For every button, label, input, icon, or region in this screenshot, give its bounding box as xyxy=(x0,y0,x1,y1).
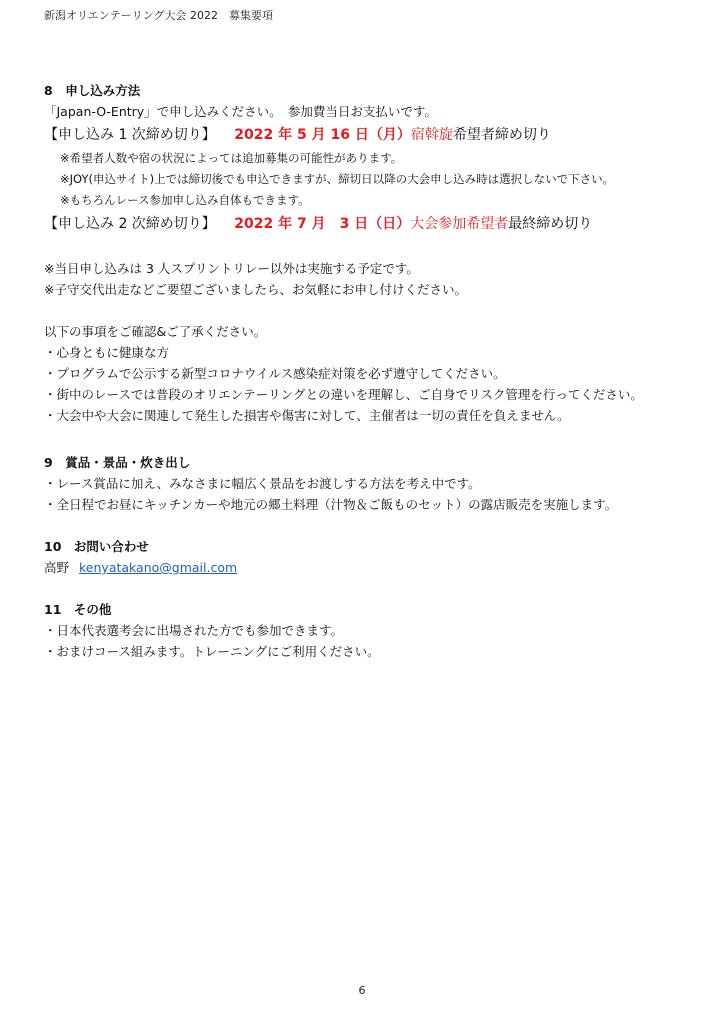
section-9-heading: 9 賞品・景品・炊き出し xyxy=(44,455,191,470)
list-item: ・全日程でお昼にキッチンカーや地元の郷土料理（汁物＆ご飯ものセット）の露店販売を実施します。 xyxy=(44,497,618,512)
document-body xyxy=(44,80,704,662)
note-item: ※当日申し込みは 3 人スプリントリレー以外は実施する予定です。 xyxy=(44,261,419,276)
note-item: ※もちろんレース参加申し込み自体もできます。 xyxy=(60,193,310,207)
section-10-heading: 10 お問い合わせ xyxy=(44,539,149,554)
deadline-1-date: 2022 年 5 月 16 日（月） xyxy=(234,127,411,143)
deadline-2-label: 【申し込み 2 次締め切り】 xyxy=(44,216,216,232)
deadline-1-rest: 希望者締め切り xyxy=(452,127,551,143)
list-item: ・大会中や大会に関連して発生した損害や傷害に対して、主催者は一切の責任を負えません。 xyxy=(44,408,570,423)
section-8-intro: 「Japan-O-Entry」で申し込みください。 参加費当日お支払いです。 xyxy=(44,104,437,119)
list-item: ・心身ともに健康な方 xyxy=(44,345,170,360)
deadline-1 xyxy=(44,122,704,148)
note-item: ※JOY(申込サイト)上では締切後でも申込できますが、締切日以降の大会申し込み時は選択しないで下さい。 xyxy=(60,172,615,186)
section-11-heading: 11 その他 xyxy=(44,602,112,617)
deadline-1-highlight: 宿斡旋 xyxy=(410,127,453,143)
confirm-intro: 以下の事項をご確認&ご了承ください。 xyxy=(44,324,267,339)
list-item: ・おまけコース組みます。トレーニングにご利用ください。 xyxy=(44,644,380,659)
deadline-1-label: 【申し込み 1 次締め切り】 xyxy=(44,127,216,143)
contact-name: 高野 xyxy=(44,560,70,575)
deadline-2-highlight: 大会参加希望者 xyxy=(410,216,509,232)
list-item: ・プログラムで公示する新型コロナウイルス感染症対策を必ず遵守してください。 xyxy=(44,366,506,381)
page-number: 6 xyxy=(358,984,366,997)
document-header: 新潟オリエンテーリング大会 2022 募集要項 xyxy=(44,9,274,22)
list-item: ・日本代表選考会に出場された方でも参加できます。 xyxy=(44,623,344,638)
list-item: ・レース賞品に加え、みなさまに幅広く景品をお渡しする方法を考え中です。 xyxy=(44,476,481,491)
deadline-2-rest: 最終締め切り xyxy=(508,216,593,232)
contact-email-link[interactable]: kenyatakano@gmail.com xyxy=(79,560,238,575)
note-item: ※希望者人数や宿の状況によっては追加募集の可能性があります。 xyxy=(60,151,403,165)
deadline-2 xyxy=(44,211,704,237)
section-8-heading: 8 申し込み方法 xyxy=(44,83,141,98)
deadline-2-date: 2022 年 7 月 3 日（日） xyxy=(234,216,411,232)
list-item: ・街中のレースでは普段のオリエンテーリングとの違いを理解し、ご自身でリスク管理を行ってください。 xyxy=(44,387,643,402)
contact-line xyxy=(44,557,704,578)
note-item: ※子守交代出走などご要望ございましたら、お気軽にお申し付けください。 xyxy=(44,282,467,297)
